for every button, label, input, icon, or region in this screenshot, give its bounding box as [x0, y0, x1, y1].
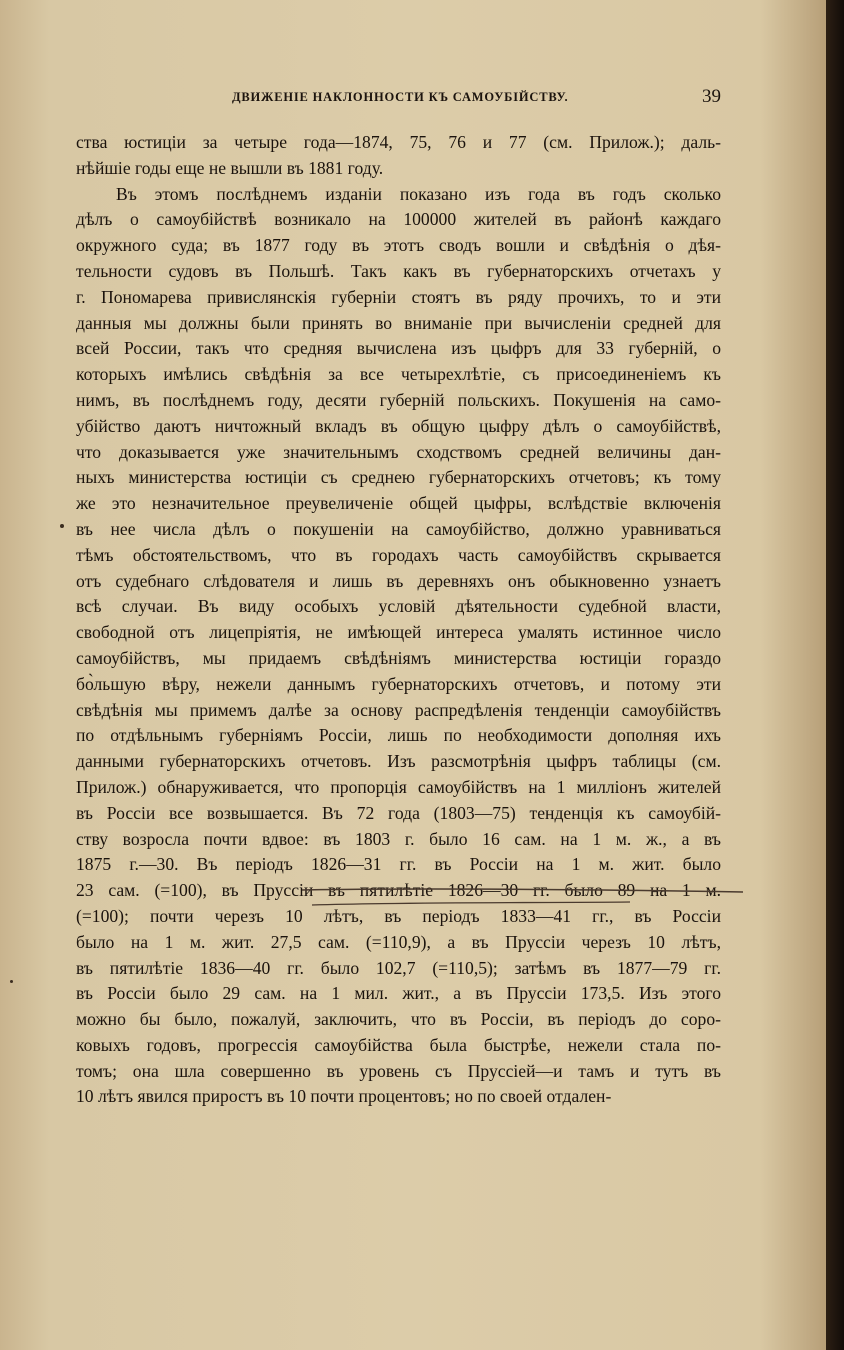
- text-line: окружного суда; въ 1877 году въ этотъ сводъ вошли и свѣдѣнія о дѣя-: [76, 235, 721, 256]
- text-line: (=100); почти черезъ 10 лѣтъ, въ періодъ 1833—41 гг., въ Россіи: [76, 905, 721, 926]
- text-line: самоубійствъ, мы придаемъ свѣдѣніямъ министерства юстиціи гораздо: [76, 647, 721, 668]
- text-line: ныхъ министерства юстиціи съ среднею губернаторскихъ отчетовъ; къ тому: [76, 467, 721, 488]
- text-line: которыхъ имѣлись свѣдѣнія за все четырехлѣтіе, съ присоединеніемъ къ: [76, 364, 721, 385]
- page-edge-shadow: [826, 0, 844, 1350]
- text-line: что доказывается уже значительнымъ сходствомъ средней величины дан-: [76, 441, 721, 462]
- text-line: тѣмъ обстоятельствомъ, что въ городахъ часть самоубійствъ скрывается: [76, 544, 721, 565]
- text-line: въ Россіи было 29 сам. на 1 мил. жит., а въ Пруссіи 173,5. Изъ этого: [76, 983, 721, 1004]
- text-line: Въ этомъ послѣднемъ изданіи показано изъ года въ годъ сколько: [116, 183, 721, 204]
- text-line: дѣлъ о самоубійствѣ возникало на 100000 жителей въ районѣ каждаго: [76, 209, 721, 230]
- running-title: ДВИЖЕНІЕ НАКЛОННОСТИ КЪ САМОУБІЙСТВУ.: [232, 90, 569, 104]
- pencil-underline-mark: [300, 886, 745, 910]
- text-line: всѣ случаи. Въ виду особыхъ условій дѣятельности судебной власти,: [76, 596, 721, 617]
- body-text: [76, 130, 721, 1110]
- text-line: бо̀льшую вѣру, нежели даннымъ губернаторскихъ отчетовъ, и потому эти: [76, 673, 721, 694]
- text-line: г. Пономарева привислянскія губерніи стоятъ въ ряду прочихъ, то и эти: [76, 286, 721, 307]
- text-line: можно бы было, пожалуй, заключить, что въ Россіи, въ періодъ до соро-: [76, 1009, 721, 1030]
- text-line: свободной отъ лицепріятія, не имѣющей интереса умалять истинное число: [76, 622, 721, 643]
- text-line: нимъ, въ послѣднемъ году, десяти губерній польскихъ. Покушенія на само-: [76, 389, 721, 410]
- text-line: всей России, такъ что средняя вычислена изъ цыфръ для 33 губерній, о: [76, 338, 721, 359]
- text-line: тельности судовъ въ Польшѣ. Такъ какъ въ губернаторскихъ отчетахъ у: [76, 260, 721, 281]
- text-line: убійство даютъ ничтожный вкладъ въ общую цыфру дѣлъ о самоубійствѣ,: [76, 415, 721, 436]
- page-number: 39: [702, 86, 721, 107]
- text-line: Прилож.) обнаруживается, что пропорція самоубійствъ на 1 милліонъ жителей: [76, 776, 721, 797]
- text-line: ковыхъ годовъ, прогрессія самоубійства была быстрѣе, нежели стала по-: [76, 1034, 721, 1055]
- text-line: по отдѣльнымъ губерніямъ Россіи, лишь по необходимости дополняя ихъ: [76, 725, 721, 746]
- text-line: ству возросла почти вдвое: въ 1803 г. было 16 сам. на 1 м. ж., а въ: [76, 828, 721, 849]
- text-line: 1875 г.—30. Въ періодъ 1826—31 гг. въ Россіи на 1 м. жит. было: [76, 854, 721, 875]
- text-line: данными губернаторскихъ отчетовъ. Изъ разсмотрѣнія цыфръ таблицы (см.: [76, 751, 721, 772]
- text-line: было на 1 м. жит. 27,5 сам. (=110,9), а въ Пруссіи черезъ 10 лѣтъ,: [76, 931, 721, 952]
- margin-dot: [60, 524, 64, 528]
- text-line: въ нее числа дѣлъ о покушеніи на самоубійство, должно уравниваться: [76, 518, 721, 539]
- text-line: ства юстиціи за четыре года—1874, 75, 76 и 77 (см. Прилож.); даль-: [76, 132, 721, 152]
- stain-dot: [10, 980, 13, 983]
- text-line: свѣдѣнія мы примемъ далѣе за основу распредѣленія тенденціи самоубійствъ: [76, 699, 721, 720]
- text-line: 10 лѣтъ явился приростъ въ 10 почти процентовъ; но по своей отдален-: [76, 1086, 612, 1107]
- text-line: 23 сам. (=100), въ Пруссіи въ пятилѣтіе 1826—30 гг. было 89 на 1 м.: [76, 880, 721, 901]
- text-line: въ Россіи все возвышается. Въ 72 года (1803—75) тенденція къ самоубій-: [76, 802, 721, 823]
- text-line: же это незначительное преувеличеніе общей цыфры, вслѣдствіе включенія: [76, 493, 721, 514]
- page-header: [80, 86, 725, 110]
- text-line: нѣйшіе годы еще не вышли въ 1881 году.: [76, 157, 384, 178]
- text-line: отъ судебнаго слѣдователя и лишь въ деревняхъ онъ обыкновенно узнаетъ: [76, 570, 721, 591]
- text-line: въ пятилѣтіе 1836—40 гг. было 102,7 (=110,5); затѣмъ въ 1877—79 гг.: [76, 957, 721, 978]
- text-line: данныя мы должны были принять во вниманіе при вычисленіи средней для: [76, 312, 721, 333]
- text-line: томъ; она шла совершенно въ уровень съ Пруссіей—и тамъ и тутъ въ: [76, 1060, 721, 1081]
